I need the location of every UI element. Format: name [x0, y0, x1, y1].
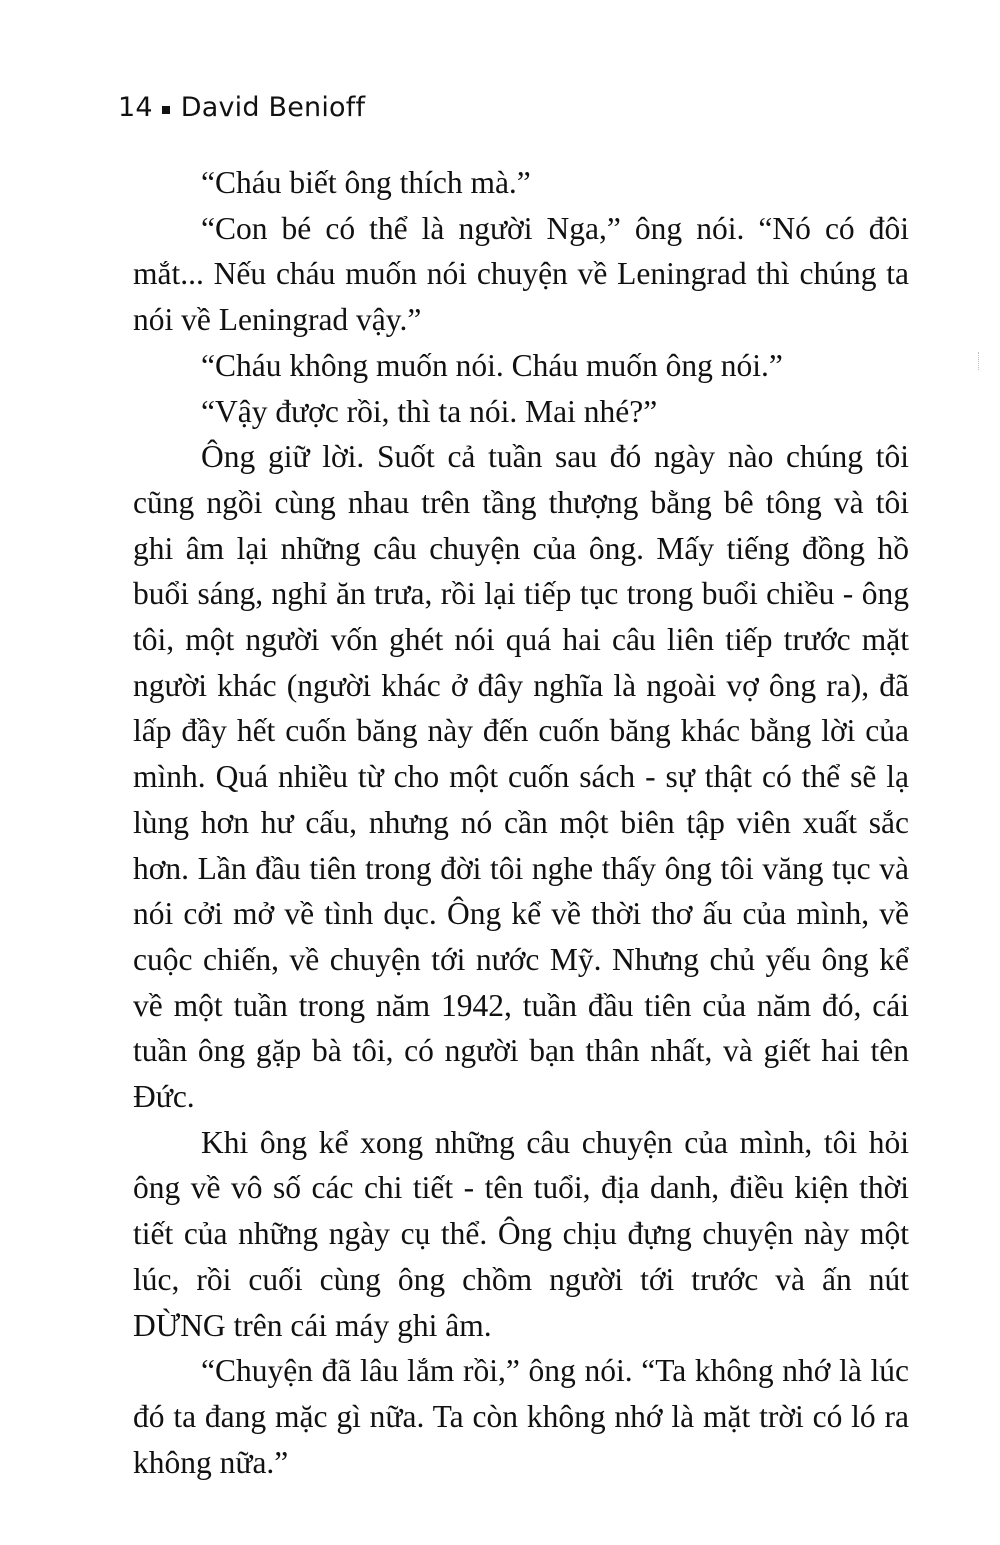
- running-head: [118, 92, 365, 123]
- paragraph: Ông giữ lời. Suốt cả tuần sau đó ngày nào chúng tôi cũng ngồi cùng nhau trên tầng thượng bằng bê tông và tôi ghi âm lại những câu chuyện của ông. Mấy tiếng đồng hồ buổi sáng, nghỉ ăn trưa, rồi lại tiếp tục trong buổi chiều - ông tôi, một người vốn ghét nói quá hai câu liên tiếp trước mặt người khác (người khác ở đây nghĩa là ngoài vợ ông ra), đã lấp đầy hết cuốn băng này đến cuốn băng khác bằng lời của mình. Quá nhiều từ cho một cuốn sách - sự thật có thể sẽ lạ lùng hơn hư cấu, nhưng nó cần một biên tập viên xuất sắc hơn. Lần đầu tiên trong đời tôi nghe thấy ông tôi văng tục và nói cởi mở về tình dục. Ông kể về thời thơ ấu của mình, về cuộc chiến, về chuyện tới nước Mỹ. Nhưng chủ yếu ông kể về một tuần trong năm 1942, tuần đầu tiên của năm đó, cái tuần ông gặp bà tôi, có người bạn thân nhất, và giết hai tên Đức.: [133, 439, 909, 1115]
- paragraph: “Con bé có thể là người Nga,” ông nói. “Nó có đôi mắt... Nếu cháu muốn nói chuyện về Leningrad thì chúng ta nói về Leningrad vậy.”: [133, 210, 909, 338]
- body-text: [133, 160, 909, 1485]
- separator-bullet-icon: [162, 106, 170, 114]
- page-number: 14: [118, 92, 153, 123]
- paragraph: “Chuyện đã lâu lắm rồi,” ông nói. “Ta không nhớ là lúc đó ta đang mặc gì nữa. Ta còn không nhớ là mặt trời có ló ra không nữa.”: [133, 1353, 909, 1480]
- paragraph: “Cháu không muốn nói. Cháu muốn ông nói.”: [201, 347, 783, 383]
- paragraph: Khi ông kể xong những câu chuyện của mình, tôi hỏi ông về vô số các chi tiết - tên tuổi, địa danh, điều kiện thời tiết của những ngày cụ thể. Ông chịu đựng chuyện này một lúc, rồi cuối cùng ông chồm người tới trước và ấn nút DỪNG trên cái máy ghi âm.: [133, 1124, 909, 1343]
- paragraph: “Vậy được rồi, thì ta nói. Mai nhé?”: [201, 393, 658, 429]
- author-name: David Benioff: [180, 92, 366, 123]
- paragraph: “Cháu biết ông thích mà.”: [201, 165, 531, 200]
- scan-artifact-mark: [978, 352, 982, 370]
